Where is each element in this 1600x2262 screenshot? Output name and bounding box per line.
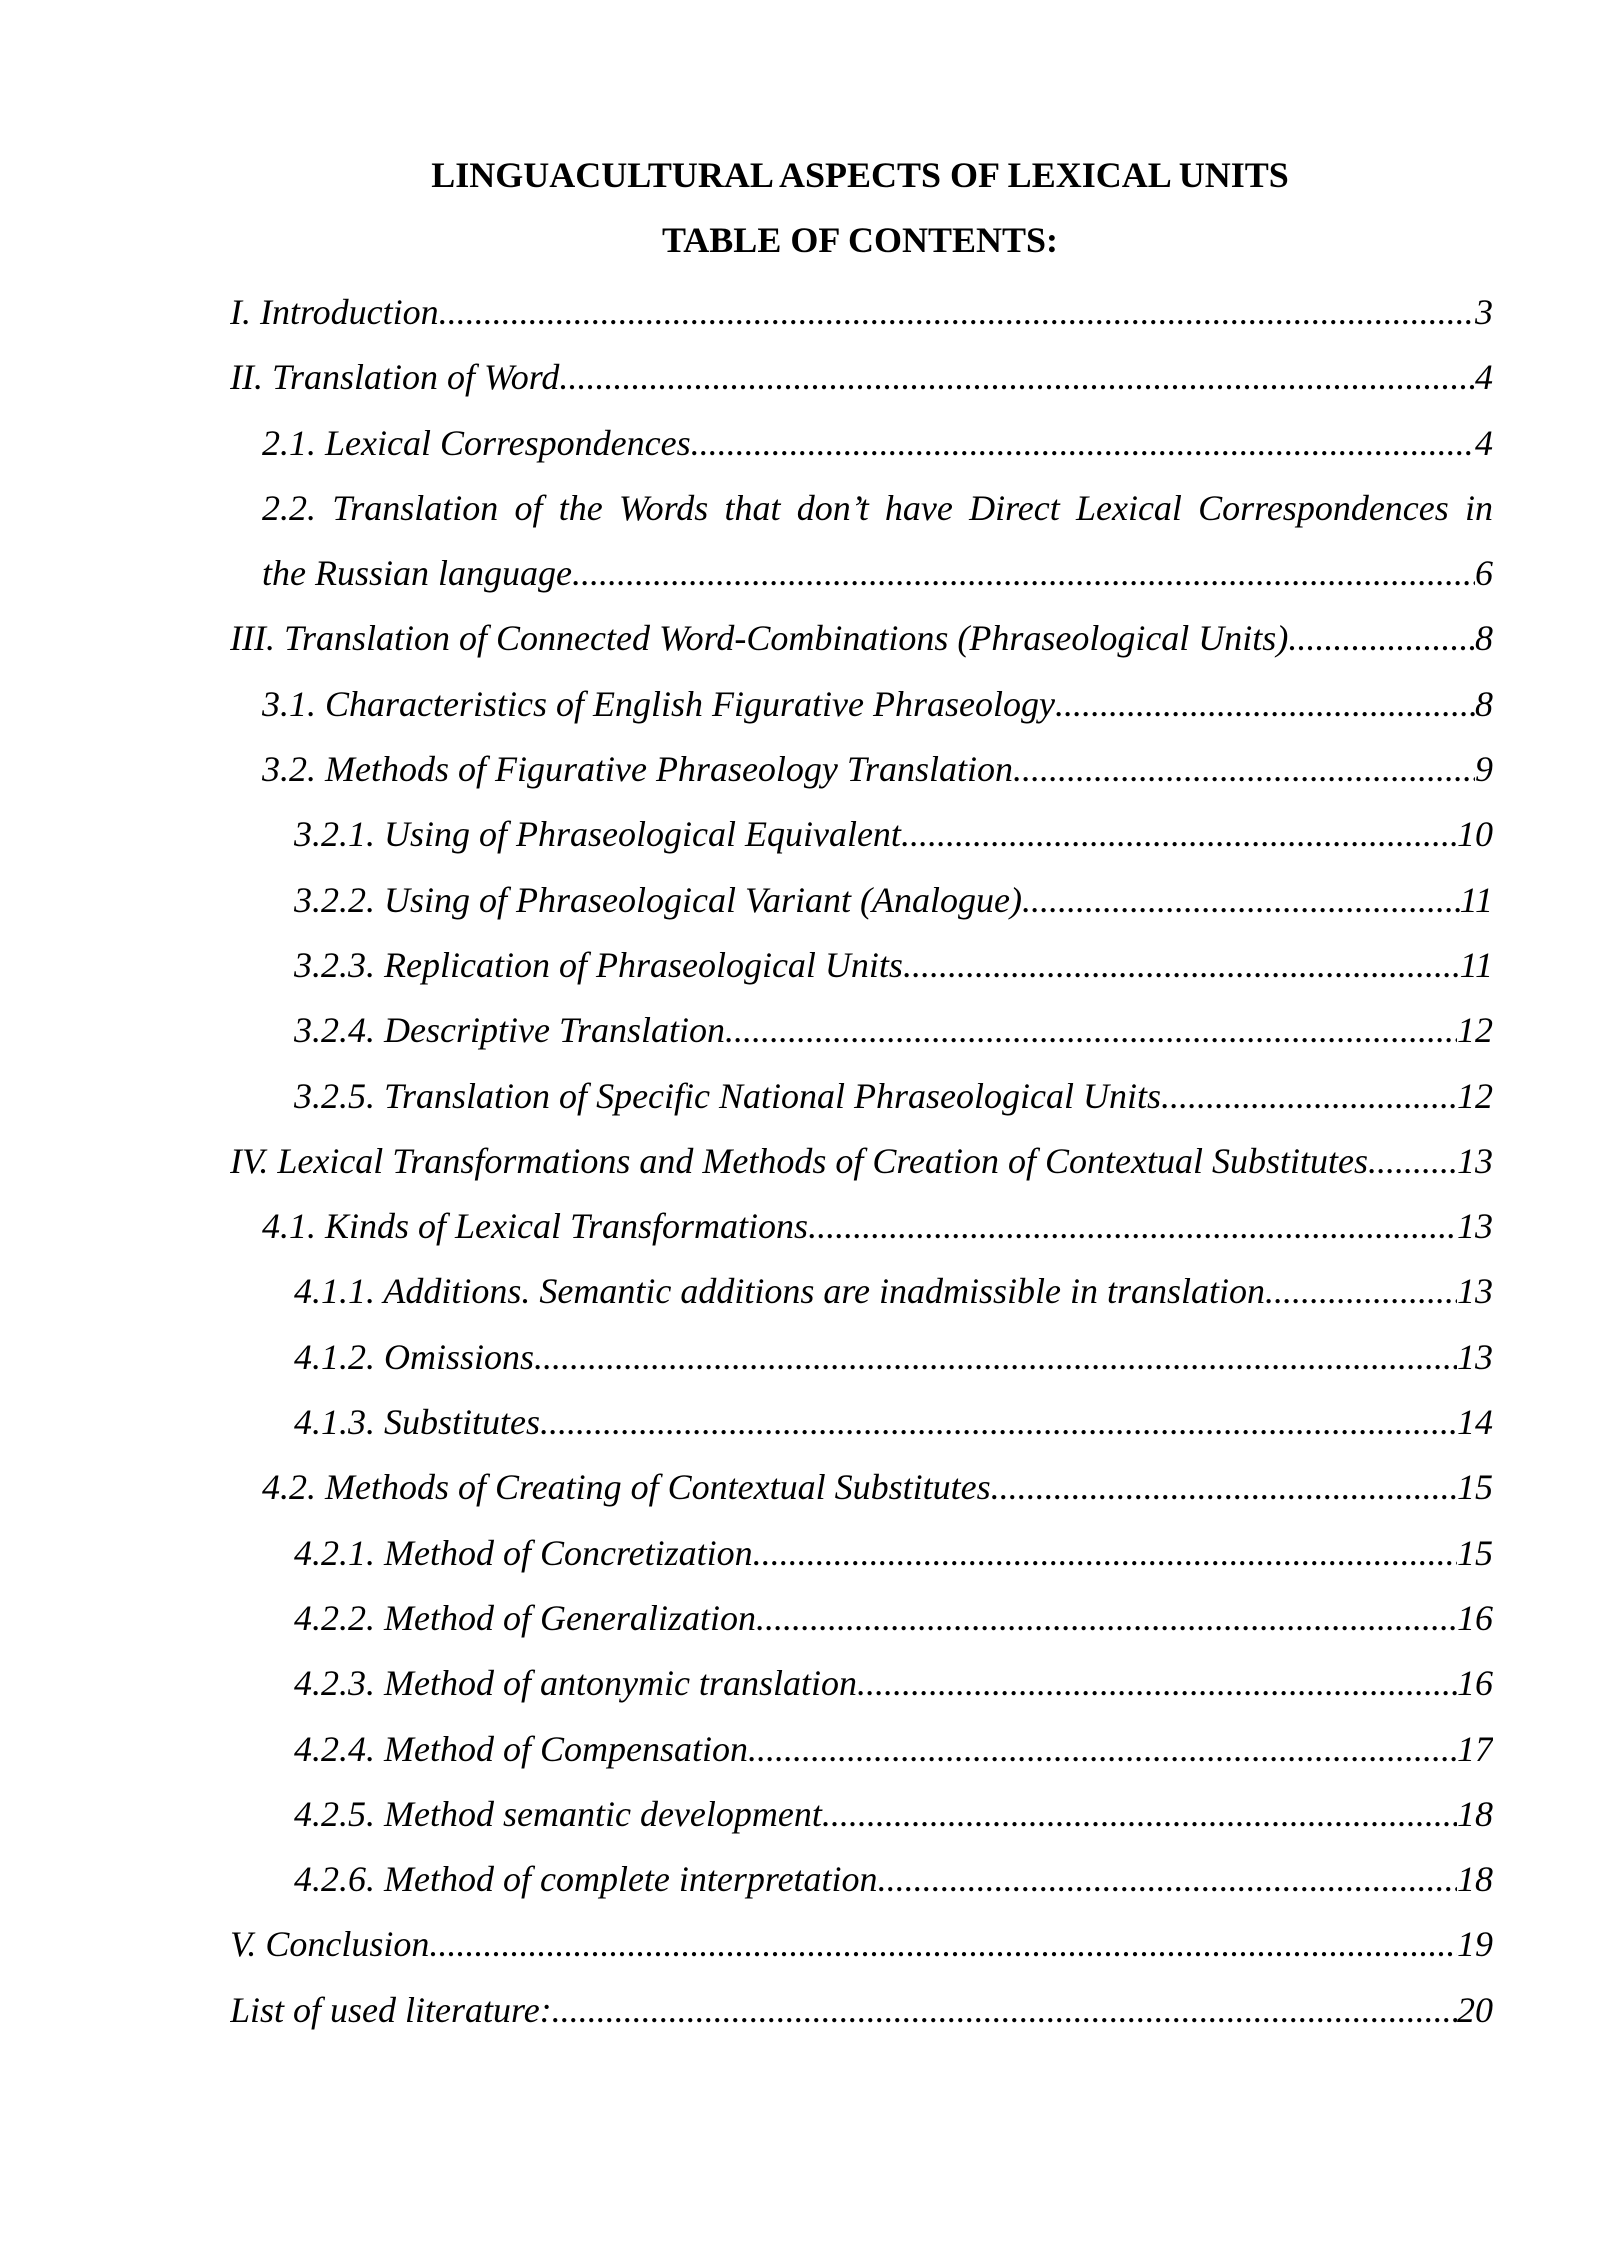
toc-entry-phraseology-translation-methods[interactable] — [230, 737, 1493, 802]
dot-leader — [1161, 1064, 1457, 1129]
toc-entry-title: 4.1. Kinds of Lexical Transformations — [262, 1206, 809, 1247]
document-title: LINGUACULTURAL ASPECTS OF LEXICAL UNITS — [431, 155, 1289, 195]
toc-entry-lexical-transformations[interactable] — [230, 1129, 1493, 1194]
toc-entry-title: List of used literature: — [230, 1989, 552, 2030]
dot-leader — [878, 1847, 1457, 1912]
dot-leader — [534, 1325, 1457, 1390]
dot-leader — [691, 411, 1475, 476]
toc-entry-title: 3.2.3. Replication of Phraseological Units — [294, 944, 903, 985]
toc-entry-literature[interactable] — [230, 1978, 1493, 2043]
toc-entry-title: the Russian language — [262, 553, 572, 594]
dot-leader — [901, 802, 1457, 867]
toc-page-number: 18 — [1457, 1859, 1493, 1900]
toc-entry-phraseological-units[interactable] — [230, 606, 1493, 671]
toc-entry-lexical-correspondences[interactable] — [230, 411, 1493, 476]
toc-entry-title: 4.2.3. Method of antonymic translation — [294, 1663, 857, 1704]
toc-entry-semantic-development[interactable] — [230, 1782, 1493, 1847]
toc-entry-title: 4.2. Methods of Creating of Contextual Substitutes — [262, 1467, 991, 1508]
dot-leader — [439, 280, 1475, 345]
toc-page-number: 12 — [1457, 1075, 1493, 1116]
toc-entry-figurative-phraseology[interactable] — [230, 672, 1493, 737]
toc-page-number: 6 — [1475, 553, 1493, 594]
dot-leader — [1022, 868, 1460, 933]
toc-page-number: 19 — [1457, 1924, 1493, 1965]
toc-entry-replication[interactable] — [230, 933, 1493, 998]
dot-leader — [903, 933, 1460, 998]
toc-page-number: 12 — [1457, 1010, 1493, 1051]
toc-entry-title: 4.1.2. Omissions — [294, 1336, 535, 1377]
toc-entry-national-phraseological-units[interactable] — [230, 1064, 1493, 1129]
dot-leader — [1368, 1129, 1457, 1194]
toc-entry-title: 4.1.3. Substitutes — [294, 1402, 541, 1443]
toc-entry-phraseological-variant[interactable] — [230, 868, 1493, 933]
dot-leader — [756, 1586, 1457, 1651]
toc-page-number: 15 — [1457, 1467, 1493, 1508]
toc-entry-antonymic-translation[interactable] — [230, 1651, 1493, 1716]
dot-leader — [429, 1912, 1457, 1977]
dot-leader — [725, 998, 1457, 1063]
dot-leader — [540, 1390, 1457, 1455]
dot-leader — [808, 1194, 1457, 1259]
toc-entry-contextual-substitutes[interactable] — [230, 1455, 1493, 1520]
toc-page-number: 4 — [1475, 357, 1493, 398]
toc-entry-russian-language[interactable] — [230, 541, 1493, 606]
toc-entry-phraseological-equivalent[interactable] — [230, 802, 1493, 867]
toc-entry-substitutes[interactable] — [230, 1390, 1493, 1455]
toc-entry-conclusion[interactable] — [230, 1912, 1493, 1977]
dot-leader — [753, 1521, 1457, 1586]
toc-page-number: 15 — [1457, 1532, 1493, 1573]
toc-page-number: 11 — [1459, 944, 1493, 985]
toc-page-number: 13 — [1457, 1271, 1493, 1312]
toc-entry-title: 3.2. Methods of Figurative Phraseology Translation — [262, 749, 1013, 790]
toc-entry-compensation[interactable] — [230, 1717, 1493, 1782]
toc-entry-words-without-correspondences[interactable] — [230, 476, 1493, 541]
toc-entry-additions[interactable] — [230, 1259, 1493, 1324]
toc-entry-descriptive-translation[interactable] — [230, 998, 1493, 1063]
dot-leader — [1288, 606, 1475, 671]
toc-entry-title: II. Translation of Word — [230, 357, 560, 398]
dot-leader — [559, 345, 1475, 410]
toc-page-number: 9 — [1475, 749, 1493, 790]
toc-page-number: 11 — [1459, 879, 1493, 920]
toc-page-number: 20 — [1457, 1989, 1493, 2030]
toc-entry-title: 4.2.5. Method semantic development — [294, 1793, 822, 1834]
toc-page-number: 8 — [1475, 618, 1493, 659]
toc-entry-title: III. Translation of Connected Word-Combinations (Phraseological Units) — [230, 618, 1289, 659]
table-of-contents — [230, 280, 1493, 2043]
toc-entry-title: 2.1. Lexical Correspondences — [262, 422, 691, 463]
toc-entry-introduction[interactable] — [230, 280, 1493, 345]
dot-leader — [1055, 672, 1475, 737]
toc-entry-title: 3.2.4. Descriptive Translation — [294, 1010, 725, 1051]
toc-entry-kinds-of-transformations[interactable] — [230, 1194, 1493, 1259]
toc-entry-title: IV. Lexical Transformations and Methods of Creation of Contextual Substitutes — [230, 1140, 1369, 1181]
toc-page-number: 13 — [1457, 1336, 1493, 1377]
toc-entry-title: 4.2.1. Method of Concretization — [294, 1532, 753, 1573]
toc-page-number: 18 — [1457, 1793, 1493, 1834]
toc-entry-complete-interpretation[interactable] — [230, 1847, 1493, 1912]
dot-leader — [991, 1455, 1457, 1520]
dot-leader — [552, 1978, 1457, 2043]
toc-page-number: 8 — [1475, 683, 1493, 724]
toc-entry-omissions[interactable] — [230, 1325, 1493, 1390]
toc-heading: TABLE OF CONTENTS: — [661, 220, 1059, 260]
dot-leader — [572, 541, 1475, 606]
toc-page-number: 13 — [1457, 1206, 1493, 1247]
toc-entry-title: 3.2.5. Translation of Specific National Phraseological Units — [294, 1075, 1162, 1116]
toc-entry-translation-of-word[interactable] — [230, 345, 1493, 410]
toc-entry-title: 4.2.6. Method of complete interpretation — [294, 1859, 878, 1900]
toc-entry-title: 4.2.2. Method of Generalization — [294, 1597, 756, 1638]
toc-entry-title: 3.2.2. Using of Phraseological Variant (Analogue) — [294, 879, 1022, 920]
toc-entry-title: V. Conclusion — [230, 1924, 430, 1965]
toc-entry-concretization[interactable] — [230, 1521, 1493, 1586]
dot-leader — [1265, 1259, 1457, 1324]
toc-entry-title: 3.1. Characteristics of English Figurative Phraseology — [262, 683, 1055, 724]
toc-page-number: 3 — [1475, 292, 1493, 332]
toc-page-number: 16 — [1457, 1663, 1493, 1704]
toc-page-number: 17 — [1457, 1728, 1493, 1769]
toc-page-number: 4 — [1475, 422, 1493, 463]
toc-entry-title: I. Introduction — [230, 292, 439, 332]
toc-page-number: 13 — [1457, 1140, 1493, 1181]
toc-entry-title: 2.2. Translation of the Words that don’t have Direct Lexical Correspondences in — [262, 487, 1493, 528]
toc-page-number: 14 — [1457, 1402, 1493, 1443]
dot-leader — [1013, 737, 1475, 802]
dot-leader — [748, 1717, 1457, 1782]
toc-entry-generalization[interactable] — [230, 1586, 1493, 1651]
toc-page-number: 10 — [1457, 814, 1493, 855]
dot-leader — [822, 1782, 1457, 1847]
toc-entry-title: 4.2.4. Method of Compensation — [294, 1728, 748, 1769]
toc-entry-title: 4.1.1. Additions. Semantic additions are inadmissible in translation — [294, 1271, 1266, 1312]
toc-page-number: 16 — [1457, 1597, 1493, 1638]
dot-leader — [857, 1651, 1457, 1716]
toc-entry-title: 3.2.1. Using of Phraseological Equivalent — [294, 814, 901, 855]
